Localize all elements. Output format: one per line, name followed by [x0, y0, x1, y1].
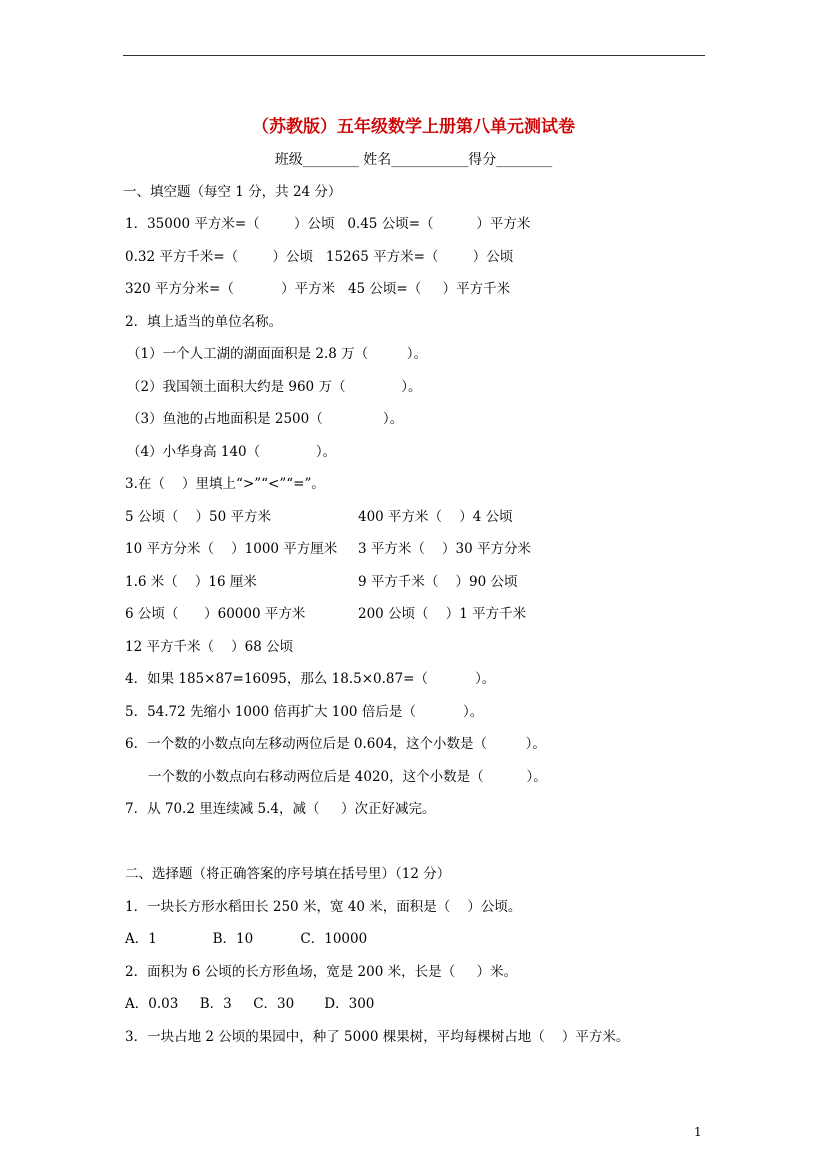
question-line: 1．35000 平方米=（ ）公顷 0.45 公顷=（ ）平方米 [125, 216, 531, 232]
question-line: （1）一个人工湖的湖面面积是 2.8 万（ ）。 [127, 346, 428, 362]
compare-item: 10 平方分米（ ）1000 平方厘米 [125, 541, 338, 557]
question-line: 320 平方分米=（ ）平方米 45 公顷=（ ）平方千米 [125, 281, 511, 297]
section-heading-multiple-choice: 二、选择题（将正确答案的序号填在括号里）（12 分） [125, 866, 451, 882]
compare-item: 400 平方米（ ）4 公顷 [358, 509, 513, 525]
choice-options: A．1 B．10 C．10000 [125, 931, 368, 947]
header-rule [123, 55, 705, 56]
question-line: 7．从 70.2 里连续减 5.4，减（ ）次正好减完。 [125, 801, 436, 817]
question-line: 1．一块长方形水稻田长 250 米，宽 40 米，面积是（ ）公顷。 [125, 899, 522, 915]
question-line: （3）鱼池的占地面积是 2500（ ）。 [127, 411, 404, 427]
choice-options: A．0.03 B．3 C．30 D．300 [125, 996, 375, 1012]
compare-item: 9 平方千米（ ）90 公顷 [358, 574, 518, 590]
question-line: （2）我国领土面积大约是 960 万（ ）。 [127, 379, 422, 395]
compare-item: 6 公顷（ ）60000 平方米 [125, 606, 306, 622]
question-line: 2．填上适当的单位名称。 [125, 314, 283, 330]
compare-item: 12 平方千米（ ）68 公顷 [125, 639, 294, 655]
question-line: 3．一块占地 2 公顷的果园中，种了 5000 棵果树，平均每棵树占地（ ）平方米。 [125, 1029, 630, 1045]
question-line: 2．面积为 6 公顷的长方形鱼场，宽是 200 米，长是（ ）米。 [125, 964, 518, 980]
compare-item: 1.6 米（ ）16 厘米 [125, 574, 257, 590]
compare-item: 200 公顷（ ）1 平方千米 [358, 606, 527, 622]
page-title: （苏教版）五年级数学上册第八单元测试卷 [252, 117, 575, 137]
question-line: 4．如果 185×87=16095，那么 18.5×0.87=（ ）。 [125, 671, 496, 687]
compare-item: 5 公顷（ ）50 平方米 [125, 509, 272, 525]
student-info-line: 班级________ 姓名___________得分________ [274, 152, 553, 168]
question-line: 一个数的小数点向右移动两位后是 4020，这个小数是（ ）。 [148, 769, 547, 785]
question-line: 6．一个数的小数点向左移动两位后是 0.604，这个小数是（ ）。 [125, 736, 546, 752]
question-line: 5．54.72 先缩小 1000 倍再扩大 100 倍后是（ ）。 [125, 704, 484, 720]
page-number: 1 [694, 1125, 702, 1139]
question-line: （4）小华身高 140（ ）。 [127, 444, 337, 460]
compare-item: 3 平方米（ ）30 平方分米 [358, 541, 532, 557]
question-line: 0.32 平方千米=（ ）公顷 15265 平方米=（ ）公顷 [125, 249, 514, 265]
section-heading-fill-blanks: 一、填空题（每空 1 分，共 24 分） [123, 184, 342, 200]
question-line: 3.在（ ）里填上“>”“<”“=”。 [125, 476, 325, 492]
